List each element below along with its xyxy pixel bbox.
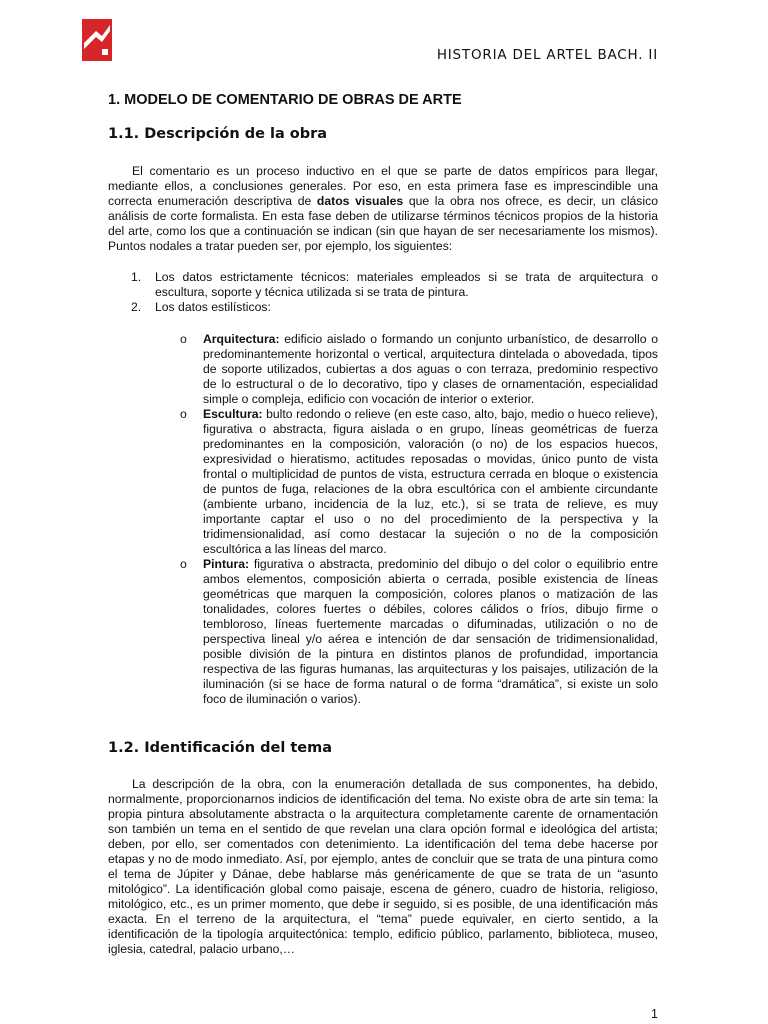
- bullet-item-arquitectura: [180, 332, 658, 407]
- list-item: [108, 270, 658, 300]
- paragraph-text: El comentario es un proceso inductivo en el que se parte de datos empíricos para llegar, mediante ellos, a conclusiones generales. Por eso, en esta primera fase es imprescindible una correcta enumeración descriptiva de: [108, 164, 658, 208]
- school-logo: [82, 19, 112, 61]
- bullet-text: figurativa o abstracta, predominio del dibujo o del color o equilibrio entre ambos elementos, composición abierta o cerrada, posible existencia de líneas geométricas que marquen la composición, colores planos o matización de las tonalidades, colores fuertes o débiles, colores cálidos o fríos, dibujo firme o tembloroso, líneas fuertemente marcadas o difuminadas, utilización o no de perspectiva lineal y/o aérea e intención de dar sensación de tridimensionalidad, posible división de la pintura en distintos planos de profundidad, importancia respectiva de las figuras humanas, las arquitecturas y los paisajes, utilización de la iluminación (si se hace de forma natural o de forma “dramática”, si existe un solo foco de iluminación o varios).: [203, 557, 658, 706]
- paragraph-text: que la obra nos ofrece, es decir, un clásico análisis de corte formalista. En esta fase deben de utilizarse términos técnicos propios de la historia del arte, como los que a continuación se indican (sin que hayan de ser necesariamente los mismos). Puntos nodales a tratar pueden ser, por ejemplo, los siguientes:: [108, 194, 658, 253]
- page-number: 1: [651, 1007, 658, 1021]
- section-heading-theme: 1.2. Identificación del tema: [108, 740, 332, 756]
- bullet-label: Pintura:: [203, 557, 250, 571]
- list-item-text: Los datos estrictamente técnicos: materiales empleados si se trata de arquitectura o escultura, soporte y técnica utilizada si se trata de pintura.: [155, 270, 658, 299]
- style-bullet-list: [180, 332, 658, 707]
- numbered-list: [108, 270, 658, 315]
- bullet-label: Arquitectura:: [203, 332, 280, 346]
- paragraph-description: [108, 164, 658, 254]
- document-title: 1. MODELO DE COMENTARIO DE OBRAS DE ARTE: [108, 92, 462, 108]
- paragraph-theme: La descripción de la obra, con la enumeración detallada de sus componentes, ha debido, normalmente, proporcionarnos indicios de identificación del tema. No existe obra de arte sin tema: la propia pintura absolutamente abstracta o la arquitectura completamente carente de ornamentación son también un tema en el sentido de que revelan una clara opción formal e ideológica del artista; deben, por ello, ser comentados con detenimiento. La identificación del tema debe hacerse por etapas y no de modo inmediato. Así, por ejemplo, antes de concluir que se trata de una pintura como el tema de Júpiter y Dánae, debe hablarse más genéricamente de que se trata de un “asunto mitológico”. La identificación global como paisaje, escena de género, cuadro de historia, religioso, mitológico, etc., es un primer momento, que debe ir seguido, si es posible, de una identificación más exacta. En el terreno de la arquitectura, el “tema” puede equivaler, en cierto sentido, a la identificación de la tipología arquitectónica: templo, edificio público, parlamento, biblioteca, museo, iglesia, catedral, palacio urbano,…: [108, 777, 658, 956]
- bullet-item-pintura: [180, 557, 658, 707]
- list-item: [108, 300, 658, 315]
- bullet-circle-icon: o: [180, 407, 187, 421]
- list-number: 2.: [131, 300, 142, 314]
- bullet-label: Escultura:: [203, 407, 263, 421]
- running-header: HISTORIA DEL ARTEL BACH. II: [436, 47, 658, 63]
- bullet-circle-icon: o: [180, 332, 187, 346]
- bullet-text: bulto redondo o relieve (en este caso, alto, bajo, medio o hueco relieve), figurativa o abstracta, figura aislada o en grupo, líneas geométricas de fuerza predominantes en la composición, valoración (o no) de los espacios huecos, expresividad o hieratismo, actitudes reposadas o movidas, único punto de vista frontal o multiplicidad de puntos de vista, estructura cerrada en bloque o existencia de puntos de fuga, relaciones de la obra escultórica con el ambiente circundante (ambiente urbano, incidencia de la luz, etc.), si se trata de relieve, es muy importante captar el uso o no del procedimiento de la perspectiva y la tridimensionalidad, así como destacar la sujeción o no de la composición escultórica a las líneas del marco.: [203, 407, 658, 556]
- list-item-text: Los datos estilísticos:: [155, 300, 271, 314]
- paragraph-emphasis: datos visuales: [316, 194, 404, 208]
- section-heading-description: 1.1. Descripción de la obra: [108, 126, 328, 142]
- bullet-circle-icon: o: [180, 557, 187, 571]
- list-number: 1.: [131, 270, 142, 284]
- bullet-item-escultura: [180, 407, 658, 557]
- bullet-text: edificio aislado o formando un conjunto urbanístico, de desarrollo o predominantemente horizontal o vertical, arquitectura dintelada o abovedada, tipos de soporte utilizados, cubiertas a dos aguas o con terraza, predominio respectivo de lo estructural o de lo decorativo, tipo y clases de ornamentación, especialidad simple o compleja, edificio con vocación de interior o exterior.: [203, 332, 658, 406]
